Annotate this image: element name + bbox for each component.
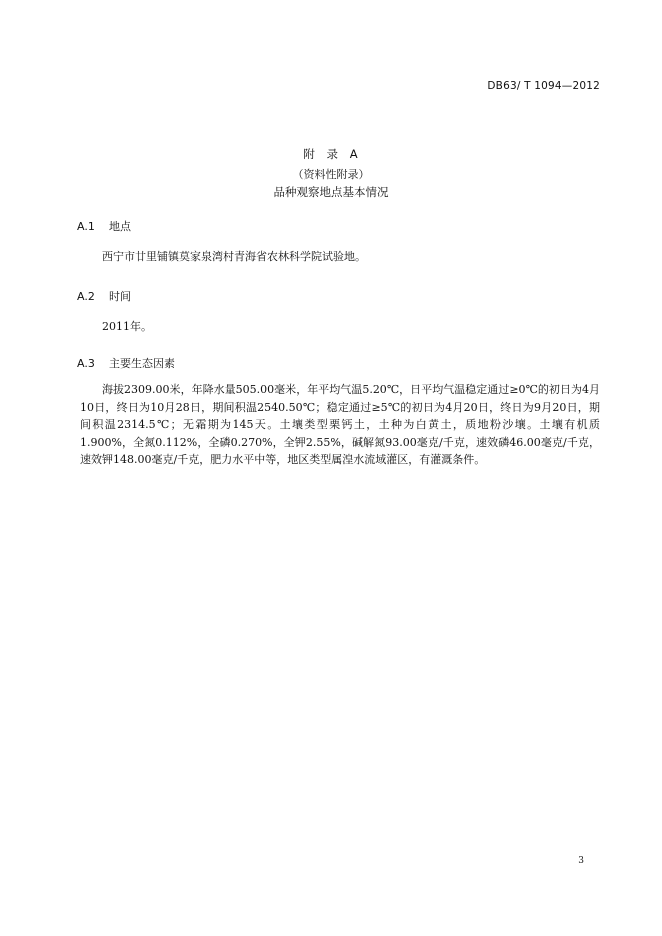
section-number: A.1 [77, 220, 95, 233]
section-heading-a3 [77, 355, 175, 371]
section-title: 时间 [109, 290, 131, 303]
section-title: 地点 [109, 220, 131, 233]
appendix-subtitle: （资料性附录） [292, 168, 370, 181]
section-number: A.2 [77, 290, 95, 303]
section-text-a1: 西宁市廿里铺镇莫家泉湾村青海省农林科学院试验地。 [102, 250, 366, 263]
section-heading-a1 [77, 218, 131, 234]
page-number: 3 [578, 856, 584, 866]
section-text-a3: 海拔2309.00米，年降水量505.00毫米，年平均气温5.20℃，日平均气温稳定通过≥0℃的初日为4月10日，终日为10月28日，期间积温2540.50℃；稳定通过≥5℃的初日为4月20日，终日为9月20日，期间积温2314.5℃；无霜期为145天。土壤类型栗钙土，土种为白黄土，质地粉沙壤。土壤有机质1.900%，全氮0.112%，全磷0.270%，全钾2.55%，碱解氮93.00毫克/千克，速效磷46.00毫克/千克，速效钾148.00毫克/千克，肥力水平中等，地区类型属湟水流域灌区，有灌溉条件。 [80, 383, 600, 466]
section-number: A.3 [77, 357, 95, 370]
document-code: DB63/ T 1094—2012 [487, 80, 600, 92]
appendix-heading: 品种观察地点基本情况 [273, 185, 389, 199]
section-heading-a2 [77, 288, 131, 304]
appendix-title: 附 录 A [303, 147, 359, 161]
section-text-a2: 2011年。 [102, 320, 152, 333]
section-title: 主要生态因素 [109, 357, 175, 370]
